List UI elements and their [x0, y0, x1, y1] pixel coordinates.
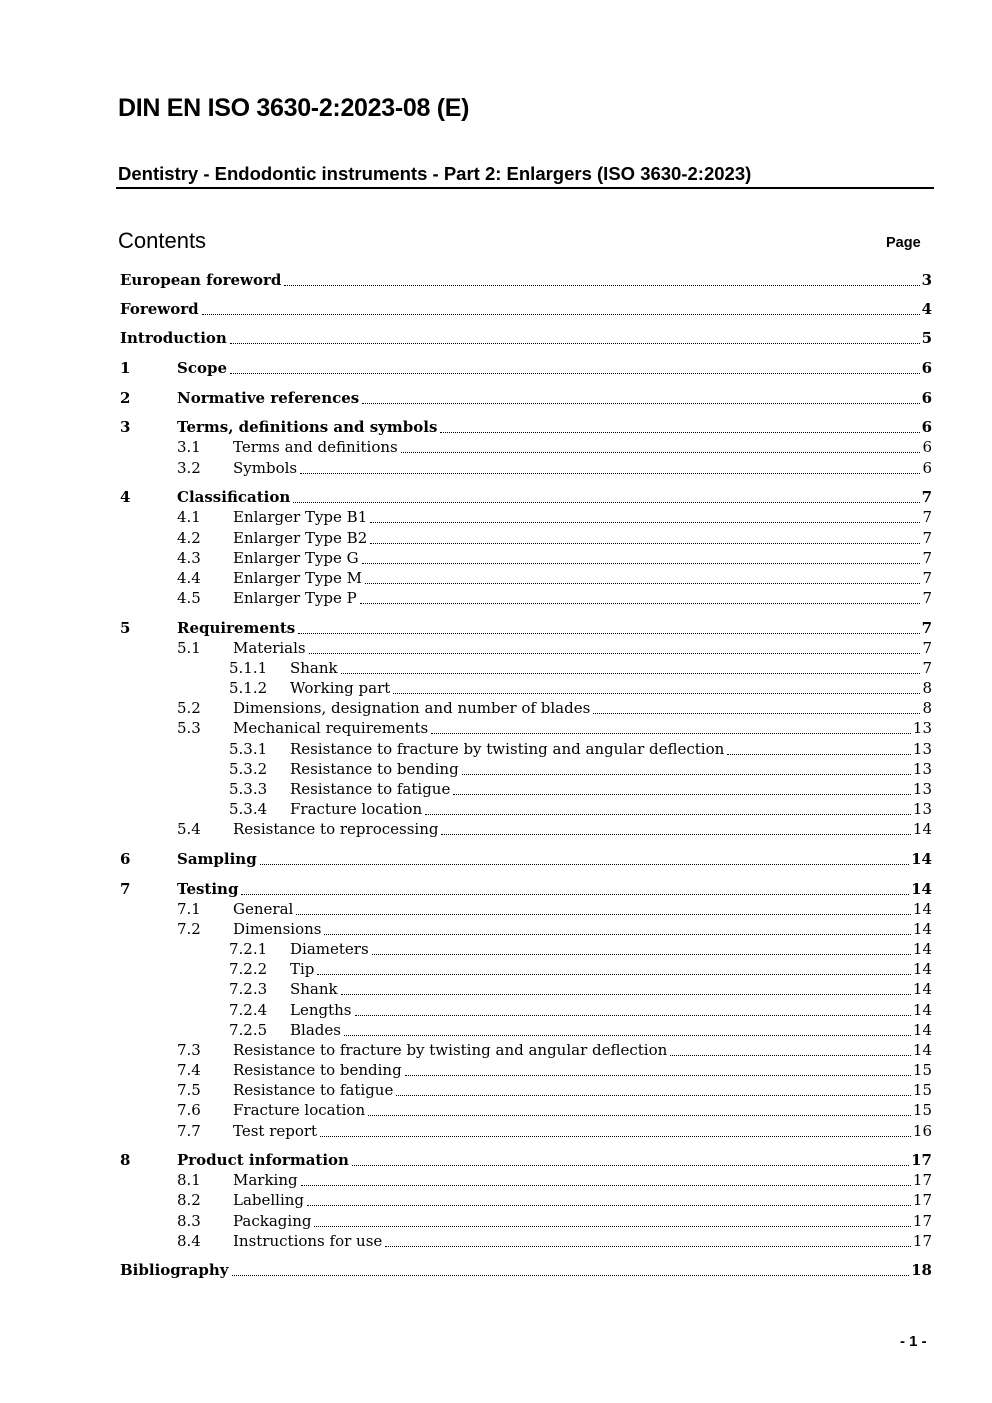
toc-entry-number: 5.3.3	[229, 780, 268, 798]
page-number-footer: - 1 -	[900, 1333, 927, 1350]
toc-entry-title: Normative references	[177, 389, 360, 407]
toc-entry-number: 7.2.1	[229, 940, 268, 958]
dot-leader	[230, 342, 920, 344]
toc-entry-page: 13	[912, 719, 932, 737]
dot-leader	[368, 1114, 911, 1116]
toc-entry[interactable]	[0, 328, 992, 348]
toc-entry-page: 14	[912, 940, 932, 958]
toc-entry[interactable]	[0, 919, 992, 939]
toc-entry[interactable]	[0, 358, 992, 378]
toc-entry-number: 8.1	[177, 1171, 201, 1189]
dot-leader	[370, 542, 920, 544]
toc-entry-title: Shank	[290, 980, 338, 998]
document-subtitle: Dentistry - Endodontic instruments - Part 2: Enlargers (ISO 3630-2:2023)	[116, 163, 934, 189]
toc-entry-number: 7.2.3	[229, 980, 268, 998]
toc-entry-title: Enlarger Type B1	[233, 508, 368, 526]
toc-entry[interactable]	[0, 1060, 992, 1080]
dot-leader	[314, 1225, 910, 1227]
toc-entry-page: 14	[911, 850, 932, 868]
toc-entry[interactable]	[0, 739, 992, 759]
toc-entry-number: 5.3.2	[229, 760, 268, 778]
dot-leader	[396, 1094, 911, 1096]
toc-entry-title: Resistance to reprocessing	[233, 820, 439, 838]
toc-entry-title: Resistance to fatigue	[290, 780, 451, 798]
toc-entry-number: 6	[120, 850, 131, 868]
toc-entry-number: 5.1.2	[229, 679, 268, 697]
toc-entry[interactable]	[0, 819, 992, 839]
toc-entry[interactable]	[0, 618, 992, 638]
toc-entry-number: 7.4	[177, 1061, 201, 1079]
dot-leader	[431, 732, 911, 734]
toc-entry-title: Introduction	[120, 329, 227, 347]
toc-entry-title: European foreword	[120, 271, 282, 289]
toc-entry-page: 7	[921, 619, 932, 637]
toc-entry[interactable]	[0, 458, 992, 478]
toc-entry[interactable]	[0, 507, 992, 527]
toc-entry-number: 1	[120, 359, 131, 377]
toc-entry[interactable]	[0, 1170, 992, 1190]
dot-leader	[393, 692, 920, 694]
toc-entry-number: 4	[120, 488, 131, 506]
dot-leader	[365, 582, 920, 584]
dot-leader	[370, 521, 920, 523]
dot-leader	[441, 833, 910, 835]
toc-entry-page: 14	[912, 820, 932, 838]
toc-entry-number: 3.1	[177, 438, 201, 456]
toc-entry-title: Bibliography	[120, 1261, 229, 1279]
dot-leader	[300, 472, 920, 474]
toc-entry-page: 13	[912, 800, 932, 818]
toc-entry-page: 7	[922, 659, 932, 677]
toc-entry[interactable]	[0, 437, 992, 457]
toc-entry-title: Lengths	[290, 1001, 352, 1019]
toc-entry[interactable]	[0, 779, 992, 799]
toc-entry-page: 6	[921, 418, 932, 436]
dot-leader	[360, 602, 921, 604]
toc-entry[interactable]	[0, 1121, 992, 1141]
dot-leader	[320, 1135, 911, 1137]
toc-entry-number: 5.4	[177, 820, 201, 838]
toc-entry[interactable]	[0, 678, 992, 698]
dot-leader	[440, 431, 919, 433]
toc-entry-number: 7.7	[177, 1122, 201, 1140]
toc-entry-page: 7	[921, 488, 932, 506]
toc-entry-page: 17	[912, 1212, 932, 1230]
toc-entry-number: 4.2	[177, 529, 201, 547]
toc-entry[interactable]	[0, 1150, 992, 1170]
toc-entry-title: Enlarger Type G	[233, 549, 359, 567]
toc-entry-number: 4.4	[177, 569, 201, 587]
dot-leader	[462, 773, 911, 775]
toc-entry-number: 4.1	[177, 508, 201, 526]
dot-leader	[362, 562, 921, 564]
dot-leader	[405, 1074, 911, 1076]
toc-entry-number: 5.3.1	[229, 740, 268, 758]
toc-entry-number: 7.2.4	[229, 1001, 268, 1019]
toc-entry-number: 5.1	[177, 639, 201, 657]
toc-entry-title: Tip	[290, 960, 315, 978]
toc-entry[interactable]	[0, 1080, 992, 1100]
toc-entry-page: 15	[912, 1101, 932, 1119]
toc-entry[interactable]	[0, 1260, 992, 1280]
toc-entry[interactable]	[0, 959, 992, 979]
toc-entry-page: 7	[922, 508, 932, 526]
toc-entry-page: 3	[921, 271, 932, 289]
toc-entry-number: 7.2.5	[229, 1021, 268, 1039]
dot-leader	[372, 953, 911, 955]
toc-entry[interactable]	[0, 1000, 992, 1020]
toc-entry-page: 8	[922, 699, 932, 717]
dot-leader	[355, 1014, 911, 1016]
toc-entry[interactable]	[0, 638, 992, 658]
toc-entry-title: Shank	[290, 659, 338, 677]
toc-entry-title: Instructions for use	[233, 1232, 383, 1250]
toc-entry-page: 7	[922, 529, 932, 547]
toc-entry-title: Scope	[177, 359, 228, 377]
toc-entry-title: Resistance to fracture by twisting and angular deflection	[233, 1041, 668, 1059]
dot-leader	[425, 813, 911, 815]
toc-entry-title: Working part	[290, 679, 391, 697]
toc-entry-number: 5.3.4	[229, 800, 268, 818]
dot-leader	[241, 893, 909, 895]
toc-entry-title: Symbols	[233, 459, 298, 477]
toc-entry[interactable]	[0, 528, 992, 548]
toc-entry-page: 6	[921, 389, 932, 407]
dot-leader	[352, 1164, 909, 1166]
toc-entry-page: 16	[912, 1122, 932, 1140]
toc-entry[interactable]	[0, 270, 992, 290]
dot-leader	[670, 1054, 911, 1056]
toc-entry-page: 6	[921, 359, 932, 377]
toc-entry[interactable]	[0, 1190, 992, 1210]
toc-entry[interactable]	[0, 417, 992, 437]
toc-entry-title: Requirements	[177, 619, 296, 637]
toc-entry-title: Foreword	[120, 300, 199, 318]
toc-entry-title: Diameters	[290, 940, 369, 958]
toc-entry[interactable]	[0, 388, 992, 408]
dot-leader	[260, 863, 909, 865]
toc-entry-number: 5.2	[177, 699, 201, 717]
toc-entry-page: 17	[912, 1191, 932, 1209]
toc-entry-page: 14	[912, 1001, 932, 1019]
toc-entry[interactable]	[0, 759, 992, 779]
toc-entry[interactable]	[0, 1040, 992, 1060]
dot-leader	[296, 913, 911, 915]
toc-entry-title: Terms, definitions and symbols	[177, 418, 438, 436]
toc-entry-number: 2	[120, 389, 131, 407]
toc-entry[interactable]	[0, 899, 992, 919]
toc-entry-number: 7.6	[177, 1101, 201, 1119]
dot-leader	[341, 672, 921, 674]
toc-entry-title: Mechanical requirements	[233, 719, 429, 737]
toc-entry-title: Enlarger Type M	[233, 569, 363, 587]
toc-entry-page: 13	[912, 740, 932, 758]
toc-entry-page: 8	[922, 679, 932, 697]
dot-leader	[317, 973, 911, 975]
dot-leader	[453, 793, 911, 795]
document-id-title: DIN EN ISO 3630-2:2023-08 (E)	[118, 94, 470, 122]
toc-entry-page: 14	[912, 980, 932, 998]
toc-entry-title: General	[233, 900, 294, 918]
dot-leader	[307, 1204, 911, 1206]
toc-entry-page: 7	[922, 549, 932, 567]
toc-entry-page: 15	[912, 1061, 932, 1079]
toc-entry-page: 13	[912, 780, 932, 798]
dot-leader	[341, 993, 911, 995]
toc-entry-title: Fracture location	[233, 1101, 366, 1119]
toc-entry-page: 5	[921, 329, 932, 347]
toc-entry-title: Product information	[177, 1151, 349, 1169]
toc-entry[interactable]	[0, 548, 992, 568]
toc-entry-page: 14	[912, 920, 932, 938]
toc-entry[interactable]	[0, 299, 992, 319]
dot-leader	[284, 284, 919, 286]
toc-entry[interactable]	[0, 1231, 992, 1251]
toc-entry[interactable]	[0, 799, 992, 819]
toc-entry-title: Blades	[290, 1021, 341, 1039]
dot-leader	[401, 451, 921, 453]
toc-entry-page: 14	[911, 880, 932, 898]
toc-entry-number: 3	[120, 418, 131, 436]
toc-entry-title: Dimensions	[233, 920, 322, 938]
dot-leader	[385, 1245, 911, 1247]
toc-entry-number: 5	[120, 619, 131, 637]
toc-entry-page: 14	[912, 960, 932, 978]
toc-entry[interactable]	[0, 718, 992, 738]
toc-entry-page: 14	[912, 1021, 932, 1039]
toc-entry-title: Enlarger Type B2	[233, 529, 368, 547]
dot-leader	[230, 372, 920, 374]
dot-leader	[344, 1034, 911, 1036]
dot-leader	[298, 632, 919, 634]
toc-entry-page: 6	[922, 438, 932, 456]
toc-entry-page: 17	[911, 1151, 932, 1169]
toc-entry[interactable]	[0, 1211, 992, 1231]
toc-entry-title: Terms and definitions	[233, 438, 398, 456]
dot-leader	[362, 402, 919, 404]
toc-entry[interactable]	[0, 849, 992, 869]
toc-entry[interactable]	[0, 979, 992, 999]
toc-entry-page: 14	[912, 1041, 932, 1059]
dot-leader	[324, 933, 910, 935]
toc-entry-number: 7.2	[177, 920, 201, 938]
dot-leader	[293, 501, 919, 503]
dot-leader	[593, 712, 920, 714]
toc-entry-title: Testing	[177, 880, 239, 898]
toc-entry-title: Enlarger Type P	[233, 589, 357, 607]
toc-entry-page: 7	[922, 569, 932, 587]
toc-entry[interactable]	[0, 588, 992, 608]
toc-entry-title: Fracture location	[290, 800, 423, 818]
toc-entry-number: 8.3	[177, 1212, 201, 1230]
dot-leader	[202, 313, 920, 315]
toc-entry-number: 5.1.1	[229, 659, 268, 677]
toc-entry-title: Resistance to fracture by twisting and angular deflection	[290, 740, 725, 758]
toc-entry-title: Test report	[233, 1122, 318, 1140]
toc-entry-title: Classification	[177, 488, 291, 506]
toc-entry-title: Sampling	[177, 850, 257, 868]
toc-entry-title: Resistance to bending	[233, 1061, 402, 1079]
toc-entry-title: Resistance to fatigue	[233, 1081, 394, 1099]
toc-entry-page: 17	[912, 1232, 932, 1250]
dot-leader	[309, 652, 921, 654]
toc-entry-page: 4	[921, 300, 932, 318]
toc-entry[interactable]	[0, 879, 992, 899]
toc-entry[interactable]	[0, 568, 992, 588]
toc-entry[interactable]	[0, 1100, 992, 1120]
toc-entry-page: 7	[922, 589, 932, 607]
toc-entry-page: 15	[912, 1081, 932, 1099]
dot-leader	[727, 753, 911, 755]
toc-entry[interactable]	[0, 939, 992, 959]
toc-entry-page: 6	[922, 459, 932, 477]
toc-entry-number: 8.4	[177, 1232, 201, 1250]
toc-entry-number: 7	[120, 880, 131, 898]
toc-entry-number: 3.2	[177, 459, 201, 477]
toc-entry-number: 4.3	[177, 549, 201, 567]
toc-entry-page: 18	[911, 1261, 932, 1279]
toc-entry-number: 7.3	[177, 1041, 201, 1059]
toc-entry[interactable]	[0, 698, 992, 718]
toc-entry-title: Resistance to bending	[290, 760, 459, 778]
toc-entry-page: 7	[922, 639, 932, 657]
dot-leader	[232, 1274, 910, 1276]
toc-entry[interactable]	[0, 487, 992, 507]
dot-leader	[301, 1184, 911, 1186]
toc-entry-number: 8	[120, 1151, 131, 1169]
toc-entry-title: Materials	[233, 639, 306, 657]
toc-entry[interactable]	[0, 658, 992, 678]
toc-entry-page: 17	[912, 1171, 932, 1189]
toc-entry-number: 8.2	[177, 1191, 201, 1209]
toc-entry-page: 13	[912, 760, 932, 778]
toc-entry-title: Marking	[233, 1171, 298, 1189]
toc-entry-page: 14	[912, 900, 932, 918]
page-column-label: Page	[886, 235, 921, 251]
toc-entry-number: 4.5	[177, 589, 201, 607]
toc-entry-number: 7.5	[177, 1081, 201, 1099]
toc-entry-number: 5.3	[177, 719, 201, 737]
contents-heading: Contents	[118, 228, 207, 253]
toc-entry-number: 7.1	[177, 900, 201, 918]
toc-entry[interactable]	[0, 1020, 992, 1040]
toc-entry-title: Dimensions, designation and number of blades	[233, 699, 591, 717]
toc-entry-title: Labelling	[233, 1191, 305, 1209]
toc-entry-title: Packaging	[233, 1212, 312, 1230]
toc-entry-number: 7.2.2	[229, 960, 268, 978]
